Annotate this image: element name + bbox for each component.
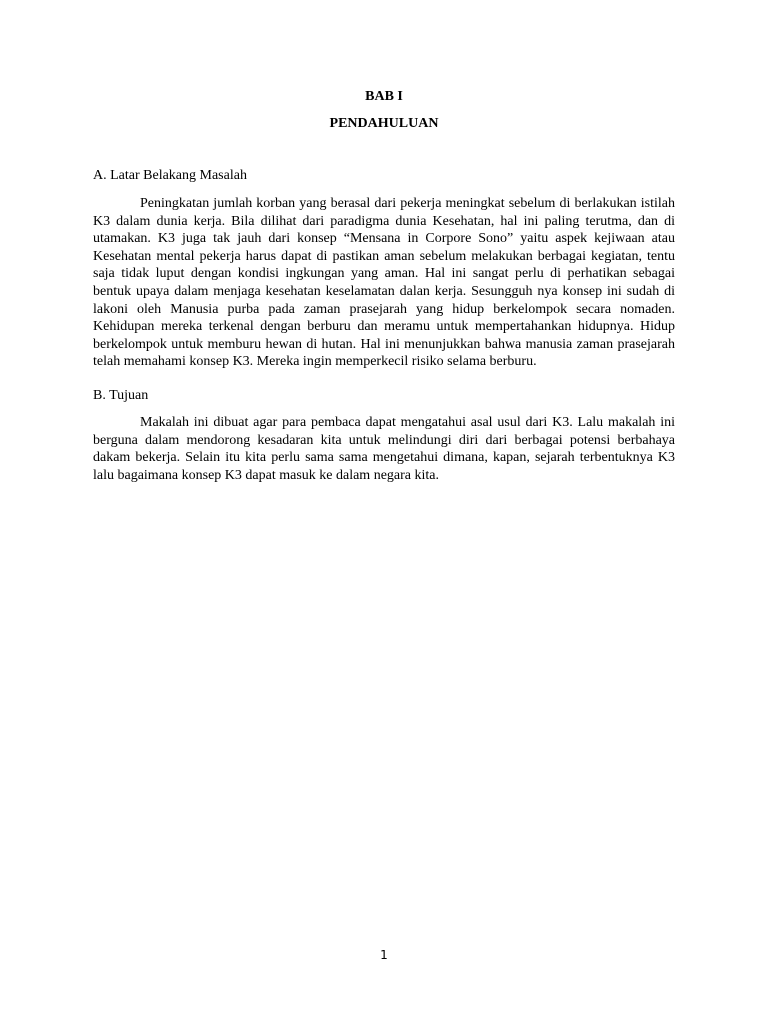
page-number: 1 [380, 948, 388, 962]
section-paragraph-tujuan: Makalah ini dibuat agar para pembaca dapat mengatahui asal usul dari K3. Lalu makalah ini berguna dalam mendorong kesadaran kita untuk melindungi diri dari berbagai potensi berbahaya dakam bekerja. Selain itu kita perlu sama sama mengetahui dimana, kapan, sejarah terbentuknya K3 lalu bagaimana konsep K3 dapat masuk ke dalam negara kita. [93, 415, 675, 483]
chapter-heading: BAB I [365, 89, 403, 104]
section-title-latar-belakang: A. Latar Belakang Masalah [93, 168, 247, 183]
section-paragraph-latar-belakang: Peningkatan jumlah korban yang berasal dari pekerja meningkat sebelum di berlakukan istilah K3 dalam dunia kerja. Bila dilihat dari paradigma dunia Kesehatan, hal ini paling terutma, dan di utamakan. K3 juga tak jauh dari konsep “Mensana in Corpore Sono” yaitu aspek kejiwaan atau Kesehatan mental pekerja harus dapat di pastikan aman sebelum melakukan berbagai kegiatan, tentu saja tidak luput dengan kondisi ingkungan yang aman. Hal ini sangat perlu di perhatikan sebagai bentuk upaya dalam menjaga kesehatan keselamatan dalan kerja. Sesungguh nya konsep ini sudah di lakoni oleh Manusia purba pada zaman prasejarah yang hidup berkelompok secara nomaden. Kehidupan mereka terkenal dengan berburu dan meramu untuk mempertahankan hidupnya. Hidup berkelompok untuk memburu hewan di hutan. Hal ini menunjukkan bahwa manusia zaman prasejarah telah memahami konsep K3. Mereka ingin memperkecil risiko selama berburu. [93, 196, 675, 370]
chapter-title: PENDAHULUAN [329, 116, 439, 131]
section-title-tujuan: B. Tujuan [93, 388, 149, 403]
